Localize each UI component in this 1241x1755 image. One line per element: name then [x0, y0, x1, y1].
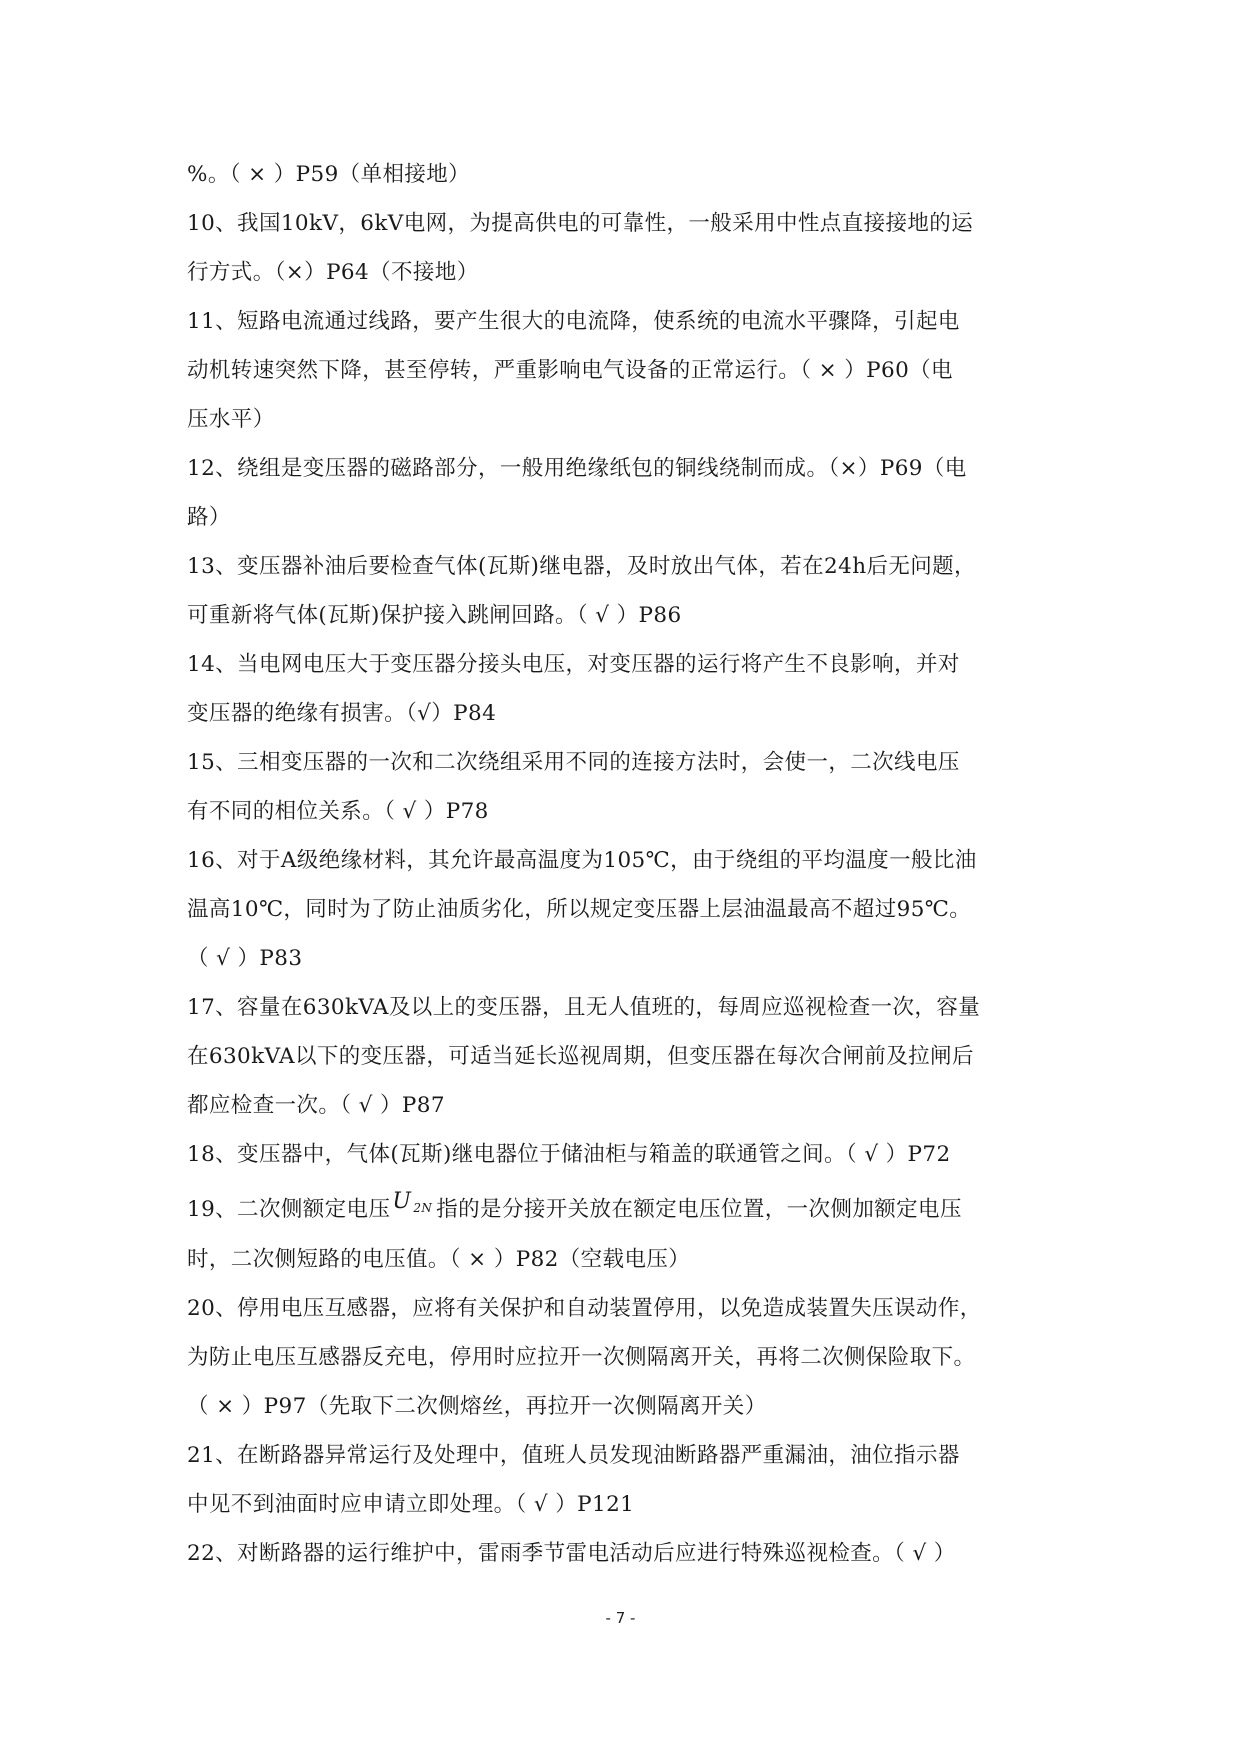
text-line: 时，二次侧短路的电压值。（ × ）P82（空载电压） — [187, 1247, 691, 1272]
text-line: 12、绕组是变压器的磁路部分，一般用绝缘纸包的铜线绕制而成。（×）P69（电 — [187, 456, 967, 481]
text-line: （ √ ）P83 — [187, 946, 303, 971]
text-line: 有不同的相位关系。（ √ ）P78 — [187, 799, 489, 824]
line19-after: 指的是分接开关放在额定电压位置，一次侧加额定电压 — [436, 1197, 962, 1222]
text-line: 都应检查一次。（ √ ）P87 — [187, 1093, 445, 1118]
text-line: 路） — [187, 505, 231, 530]
text-line: 温高10℃，同时为了防止油质劣化，所以规定变压器上层油温最高不超过95℃。 — [187, 897, 972, 922]
text-line: 为防止电压互感器反充电，停用时应拉开一次侧隔离开关，再将二次侧保险取下。 — [187, 1345, 976, 1370]
text-line: 14、当电网电压大于变压器分接头电压，对变压器的运行将产生不良影响，并对 — [187, 652, 960, 677]
text-line: 可重新将气体(瓦斯)保护接入跳闸回路。（ √ ）P86 — [187, 603, 682, 628]
text-line: 13、变压器补油后要检查气体(瓦斯)继电器，及时放出气体，若在24h后无问题， — [187, 554, 976, 579]
text-line: 动机转速突然下降，甚至停转，严重影响电气设备的正常运行。（ × ）P60（电 — [187, 358, 953, 383]
text-line: 压水平） — [187, 407, 275, 432]
line19-before: 19、二次侧额定电压 — [187, 1197, 391, 1222]
text-line: 在630kVA以下的变压器，可适当延长巡视周期，但变压器在每次合闸前及拉闸后 — [187, 1044, 974, 1069]
text-line: 20、停用电压互感器，应将有关保护和自动装置停用，以免造成装置失压误动作， — [187, 1296, 982, 1321]
text-line: 中见不到油面时应申请立即处理。（ √ ）P121 — [187, 1492, 635, 1517]
text-line: 15、三相变压器的一次和二次绕组采用不同的连接方法时，会使一，二次线电压 — [187, 750, 960, 775]
formula-subscript: 2N — [413, 1201, 433, 1215]
text-line: %。（ × ）P59（单相接地） — [187, 162, 471, 187]
formula-main: U — [392, 1189, 412, 1214]
text-line: 16、对于A级绝缘材料，其允许最高温度为105℃，由于绕组的平均温度一般比油 — [187, 848, 977, 873]
text-line: 变压器的绝缘有损害。（√）P84 — [187, 701, 497, 726]
text-line: 17、容量在630kVA及以上的变压器，且无人值班的，每周应巡视检查一次，容量 — [187, 995, 981, 1020]
text-line: 10、我国10kV，6kV电网，为提高供电的可靠性，一般采用中性点直接接地的运 — [187, 211, 974, 236]
text-line: 行方式。（×）P64（不接地） — [187, 260, 479, 285]
text-line: 11、短路电流通过线路，要产生很大的电流降，使系统的电流水平骤降，引起电 — [187, 309, 960, 334]
text-line: （ × ）P97（先取下二次侧熔丝，再拉开一次侧隔离开关） — [187, 1394, 767, 1419]
text-line: 18、变压器中，气体(瓦斯)继电器位于储油柜与箱盖的联通管之间。（ √ ）P72 — [187, 1142, 951, 1167]
page-number: - 7 - — [605, 1609, 636, 1627]
formula-u2n — [392, 1191, 432, 1214]
text-line: 22、对断路器的运行维护中，雷雨季节雷电活动后应进行特殊巡视检查。（ √ ） — [187, 1541, 956, 1566]
document-body — [187, 150, 1067, 1578]
text-line: 21、在断路器异常运行及处理中，值班人员发现油断路器严重漏油，油位指示器 — [187, 1443, 960, 1468]
text-line-with-formula — [187, 1179, 1067, 1235]
